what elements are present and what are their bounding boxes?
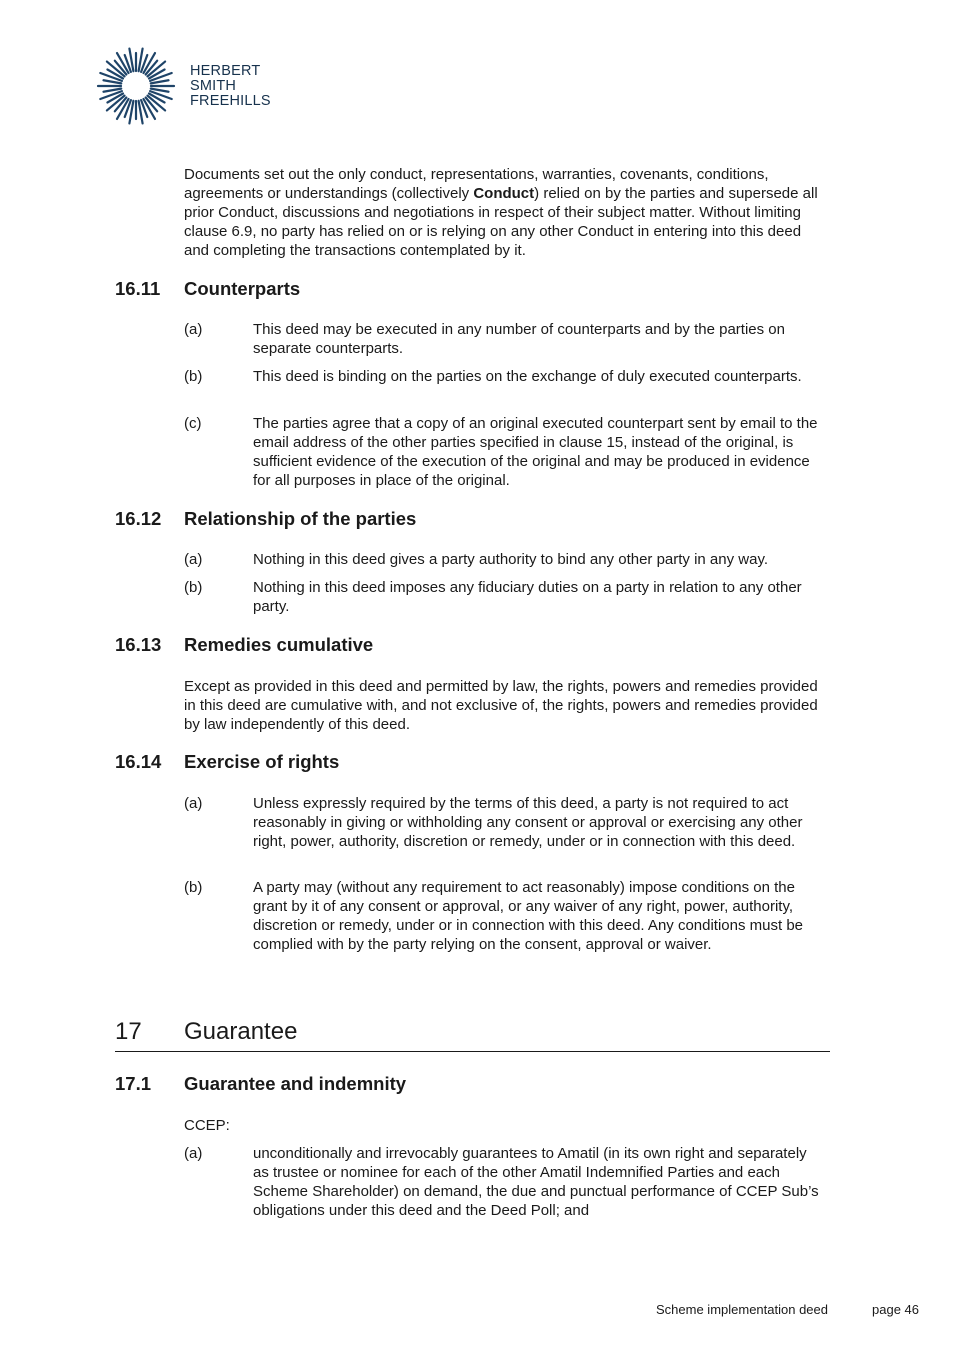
clause-text: unconditionally and irrevocably guarantees to Amatil (in its own right and separately as trustee or nominee for each of the other Amatil Indemnified Parties and each Scheme Shareholder) on demand, the due and punctual performance of CCEP Sub’s obligations under this deed and the Deed Poll; and [253,1145,819,1219]
heading-number: 16.13 [115,634,162,655]
heading-title: Guarantee [184,1018,298,1045]
clause-label: (c) [184,415,202,432]
heading-16-11 [115,278,300,300]
sunburst-logo-icon [96,46,176,126]
heading-17-1 [115,1073,406,1095]
guarantee-lead-text: CCEP: [184,1117,230,1134]
clause-text: This deed is binding on the parties on the exchange of duly executed counterparts. [253,368,802,385]
clause-label: (b) [184,368,203,385]
clause-label: (b) [184,879,203,896]
heading-title: Relationship of the parties [184,508,417,529]
clause-text: This deed may be executed in any number of counterparts and by the parties on separate counterparts. [253,321,785,357]
heading-number: 17 [115,1018,142,1045]
clause-text: Nothing in this deed imposes any fiduciary duties on a party in relation to any other party. [253,579,802,615]
intro-paragraph [184,165,824,260]
footer-doc-title: Scheme implementation deed [656,1302,828,1317]
defined-term-conduct: Conduct [473,185,535,202]
clause-label: (a) [184,795,203,812]
clause-text: Nothing in this deed gives a party authority to bind any other party in any way. [253,551,769,568]
clause-label: (b) [184,579,203,596]
logo-text [190,64,271,109]
clause-label: (a) [184,551,203,568]
guarantee-lead [184,1116,824,1135]
heading-title: Remedies cumulative [184,634,374,655]
heading-number: 16.11 [115,278,161,299]
heading-title: Exercise of rights [184,751,340,772]
heading-number: 17.1 [115,1073,152,1094]
heading-title: Counterparts [184,278,301,299]
clause-label: (a) [184,1145,203,1162]
footer-page-number: page 46 [872,1302,919,1317]
logo-line-1: HERBERT [190,63,261,79]
clause-label: (a) [184,321,203,338]
heading-number: 16.14 [115,751,162,772]
heading-16-12 [115,508,416,530]
clause-text: The parties agree that a copy of an original executed counterpart sent by email to the email address of the other parties specified in clause 15, instead of the original, is sufficient evidence of the execution of the original and may be produced in evidence for all purposes in place of the original. [253,415,818,489]
clause-text: Unless expressly required by the terms of this deed, a party is not required to act reasonably in giving or withholding any consent or approval or exercising any other right, power, authority, discretion or remedy, under or in connection with this deed. [253,795,803,850]
heading-16-13 [115,634,373,656]
heading-title: Guarantee and indemnity [184,1073,407,1094]
intro-after: ) relied on by the parties and supersede all prior Conduct, discussions and negotiations in respect of their subject matter. Without limiting clause 6.9, no party has relied on or is relying on any other Conduct in entering into this deed and completing the transactions contemplated by it. [184,185,818,259]
firm-logo [96,46,286,126]
heading-number: 16.12 [115,508,162,529]
logo-line-3: FREEHILLS [190,93,271,109]
remedies-paragraph [184,677,824,734]
logo-line-2: SMITH [190,78,237,94]
intro-before: Documents set out the only conduct, representations, warranties, covenants, conditions, agreements or understandings (collectively [184,166,769,202]
remedies-text: Except as provided in this deed and permitted by law, the rights, powers and remedies provided in this deed are cumulative with, and not exclusive of, the rights, powers and remedies provided by law independently of this deed. [184,678,818,733]
clause-text: A party may (without any requirement to act reasonably) impose conditions on the grant by it of any consent or approval, or any waiver of any right, power, authority, discretion or remedy, under or in connection with this deed. Any conditions must be complied with by the party relying on the consent, approval or waiver. [253,879,804,953]
heading-17 [115,1018,830,1052]
heading-16-14 [115,751,339,773]
